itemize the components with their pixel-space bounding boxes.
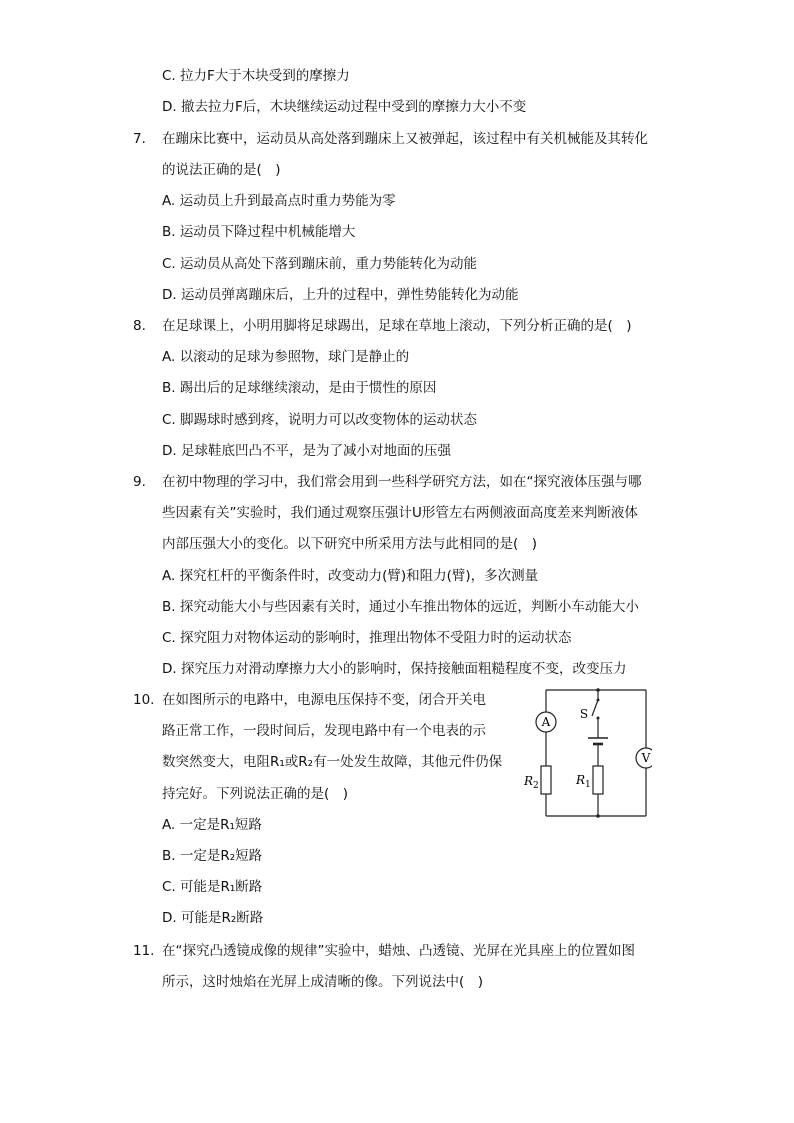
q10-number: 10. <box>133 692 155 708</box>
q10-stem-line: 路正常工作，一段时间后，发现电路中有一个电表的示 <box>162 723 486 739</box>
q10-stem-line: 持完好。下列说法正确的是( ) <box>162 786 349 802</box>
q7-number: 7. <box>133 131 146 147</box>
switch-blade <box>592 700 598 716</box>
q9-stem-line: 内部压强大小的变化。以下研究中所采用方法与此相同的是( ) <box>162 536 538 552</box>
junction-dot <box>596 814 600 818</box>
r2-label-main: R <box>524 774 534 788</box>
q10-option-b: B. 一定是R₂短路 <box>162 848 263 864</box>
q8-option-a: A. 以滚动的足球为参照物，球门是静止的 <box>162 349 410 365</box>
r1-label <box>575 773 591 790</box>
r1-label-sub: 1 <box>585 780 591 790</box>
q10-stem-line: 数突然变大，电阻R₁或R₂有一处发生故障，其他元件仍保 <box>162 754 503 770</box>
q11-stem-line: 在“探究凸透镜成像的规律”实验中，蜡烛、凸透镜、光屏在光具座上的位置如图 <box>162 943 635 959</box>
q8-stem-line: 在足球课上，小明用脚将足球踢出，足球在草地上滚动，下列分析正确的是( ) <box>162 318 632 334</box>
q9-option-c: C. 探究阻力对物体运动的影响时，推理出物体不受阻力时的运动状态 <box>162 630 572 646</box>
q7-option-c: C. 运动员从高处下落到蹦床前，重力势能转化为动能 <box>162 256 478 272</box>
q10-option-a: A. 一定是R₁短路 <box>162 817 262 833</box>
q8-option-d: D. 足球鞋底凹凸不平，是为了减小对地面的压强 <box>162 443 451 459</box>
r1-label-main: R <box>576 773 586 787</box>
q7-option-b: B. 运动员下降过程中机械能增大 <box>162 224 356 240</box>
resistor-r2 <box>541 766 551 794</box>
ammeter-label: A <box>541 715 551 729</box>
q10-stem-line: 在如图所示的电路中，电源电压保持不变，闭合开关电 <box>162 692 486 708</box>
q6-option-d: D. 撤去拉力F后，木块继续运动过程中受到的摩擦力大小不变 <box>162 99 527 115</box>
q7-option-d: D. 运动员弹离蹦床后，上升的过程中，弹性势能转化为动能 <box>162 287 519 303</box>
q9-option-d: D. 探究压力对滑动摩擦力大小的影响时，保持接触面粗糙程度不变，改变压力 <box>162 661 627 677</box>
resistor-r1 <box>593 766 603 794</box>
q10-option-c: C. 可能是R₁断路 <box>162 879 263 895</box>
switch-contact <box>597 717 600 720</box>
q11-number: 11. <box>133 943 155 959</box>
q8-number: 8. <box>133 318 146 334</box>
q11-stem-line: 所示，这时烛焰在光屏上成清晰的像。下列说法中( ) <box>162 974 484 990</box>
q10-circuit-diagram <box>522 682 652 822</box>
q8-option-c: C. 脚踢球时感到疼，说明力可以改变物体的运动状态 <box>162 412 478 428</box>
q8-option-b: B. 踢出后的足球继续滚动，是由于惯性的原因 <box>162 380 437 396</box>
voltmeter-label: V <box>641 751 651 765</box>
switch-contact <box>597 699 600 702</box>
q6-option-c: C. 拉力F大于木块受到的摩擦力 <box>162 68 350 84</box>
r2-label-sub: 2 <box>533 781 539 791</box>
q9-number: 9. <box>133 474 146 490</box>
q7-option-a: A. 运动员上升到最高点时重力势能为零 <box>162 193 396 209</box>
junction-dot <box>596 688 600 692</box>
r2-label <box>523 774 539 791</box>
switch-label: S <box>579 707 589 721</box>
q7-stem-line: 在蹦床比赛中，运动员从高处落到蹦床上又被弹起，该过程中有关机械能及其转化 <box>162 131 648 147</box>
q9-option-b: B. 探究动能大小与些因素有关时，通过小车推出物体的远近，判断小车动能大小 <box>162 599 639 615</box>
q9-stem-line: 在初中物理的学习中，我们常会用到一些科学研究方法，如在“探究液体压强与哪 <box>162 474 642 490</box>
q9-option-a: A. 探究杠杆的平衡条件时，改变动力(臂)和阻力(臂)，多次测量 <box>162 568 539 584</box>
q9-stem-line: 些因素有关”实验时，我们通过观察压强计U形管左右两侧液面高度差来判断液体 <box>162 505 638 521</box>
q7-stem-line: 的说法正确的是( ) <box>162 162 281 178</box>
q10-option-d: D. 可能是R₂断路 <box>162 910 264 926</box>
